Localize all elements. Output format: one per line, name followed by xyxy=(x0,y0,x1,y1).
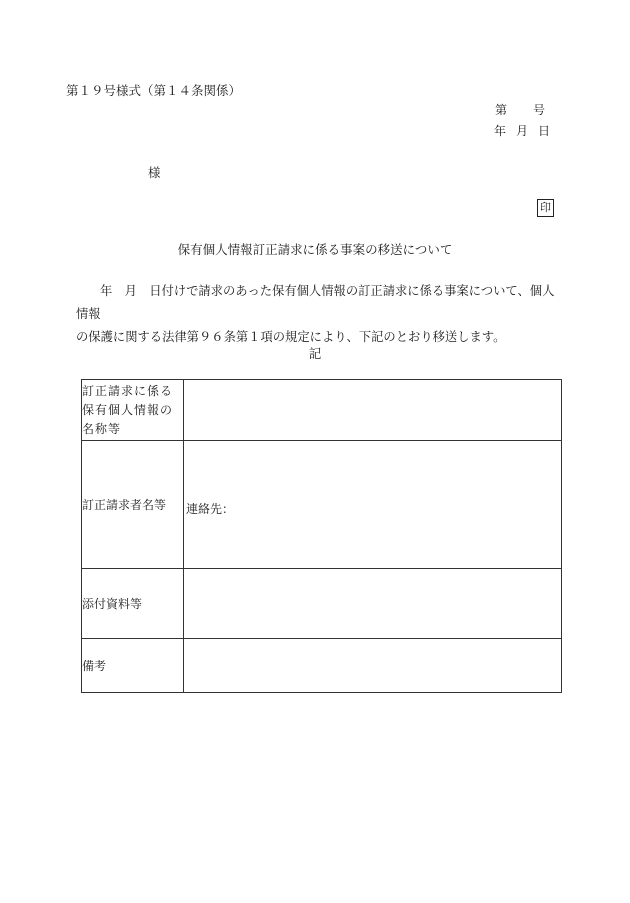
record-name-label: 訂正請求に係る保有個人情報の名称等 xyxy=(82,383,174,436)
table-row xyxy=(82,441,562,569)
form-number: 第１９号様式（第１４条関係） xyxy=(66,83,242,98)
document-number-suffix: 号 xyxy=(533,103,546,117)
requester-name-value xyxy=(184,441,562,569)
transfer-details-table xyxy=(81,379,562,693)
document-title: 保有個人情報訂正請求に係る事案の移送について xyxy=(177,242,453,257)
issue-date xyxy=(494,122,550,139)
remarks-label: 備考 xyxy=(82,639,184,693)
date-day: 日 xyxy=(538,124,551,138)
seal-mark: 印 xyxy=(537,199,554,217)
addressee-honorific: 様 xyxy=(148,165,161,180)
remarks-value xyxy=(184,639,562,693)
date-month: 月 xyxy=(516,124,529,138)
document-number-prefix: 第 xyxy=(495,103,508,117)
table-row xyxy=(82,639,562,693)
ki-heading: 記 xyxy=(308,346,322,361)
attachments-label: 添付資料等 xyxy=(82,569,184,639)
document-number xyxy=(495,101,545,118)
record-name-value xyxy=(184,380,562,441)
table-label-cell xyxy=(82,380,184,441)
body-paragraph xyxy=(76,280,566,349)
requester-name-label: 訂正請求者名等 xyxy=(82,441,184,569)
attachments-value xyxy=(184,569,562,639)
body-line-2: の保護に関する法律第９６条第１項の規定により、下記のとおり移送します。 xyxy=(76,330,506,344)
body-line-1: 年 月 日付けで請求のあった保有個人情報の訂正請求に係る事案について、個人情報 xyxy=(76,284,555,321)
table-row xyxy=(82,380,562,441)
table-row xyxy=(82,569,562,639)
contact-label: 連絡先： xyxy=(186,501,235,516)
date-year: 年 xyxy=(494,124,507,138)
